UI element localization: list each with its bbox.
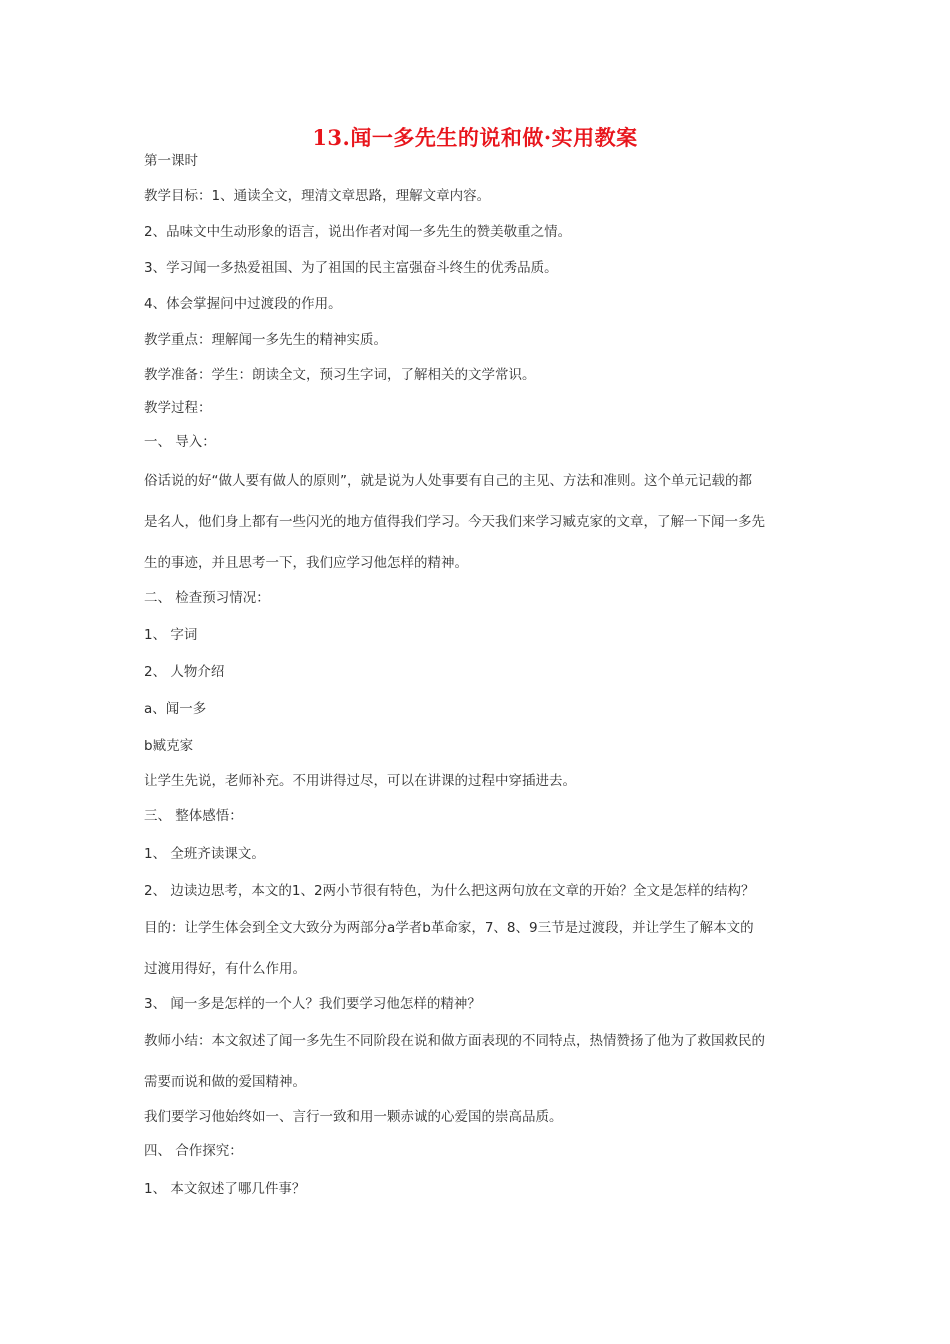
text-line-intro-2: 是名人，他们身上都有一些闪光的地方值得我们学习。今天我们来学习臧克家的文章，了解一下闻一多先 [144,514,765,530]
text-line-question: 3、 闻一多是怎样的一个人？我们要学习他怎样的精神？ [144,996,481,1012]
text-line-events: 1、 本文叙述了哪几件事？ [144,1181,306,1197]
text-line-section-4: 四、 合作探究： [144,1143,243,1159]
text-line-purpose-2: 过渡用得好，有什么作用。 [144,961,306,977]
text-line-person-b: b臧克家 [144,738,194,754]
text-line-intro-3: 生的事迹，并且思考一下，我们应学习他怎样的精神。 [144,555,468,571]
text-line-summary-2: 需要而说和做的爱国精神。 [144,1074,306,1090]
text-line-objective-1: 教学目标：1、通读全文，理清文章思路，理解文章内容。 [144,188,491,204]
text-line-section-1: 一、 导入： [144,434,216,450]
document-title: 13.闻一多先生的说和做·实用教案 [312,125,638,150]
text-line-section-3: 三、 整体感悟： [144,808,243,824]
text-line-student-talk: 让学生先说，老师补充。不用讲得过尽，可以在讲课的过程中穿插进去。 [144,773,576,789]
text-line-process: 教学过程： [144,400,212,416]
text-line-objective-4: 4、体会掌握问中过渡段的作用。 [144,296,342,312]
text-line-read-aloud: 1、 全班齐读课文。 [144,846,265,862]
text-line-summary-3: 我们要学习他始终如一、言行一致和用一颗赤诚的心爱国的崇高品质。 [144,1109,563,1125]
text-line-person-a: a、闻一多 [144,701,207,717]
text-line-objective-3: 3、学习闻一多热爱祖国、为了祖国的民主富强奋斗终生的优秀品质。 [144,260,558,276]
text-line-purpose-1: 目的：让学生体会到全文大致分为两部分a学者b革命家，7、8、9三节是过渡段，并让学生了解本文的 [144,920,754,936]
text-line-lesson: 第一课时 [144,153,198,169]
text-line-objective-2: 2、品味文中生动形象的语言，说出作者对闻一多先生的赞美敬重之情。 [144,224,572,240]
text-line-think: 2、 边读边思考，本文的1、2两小节很有特色，为什么把这两句放在文章的开始？全文是怎样的结构？ [144,883,755,899]
text-line-preparation: 教学准备：学生：朗读全文，预习生字词，了解相关的文学常识。 [144,367,536,383]
text-line-people: 2、 人物介绍 [144,664,225,680]
text-line-intro-1: 俗话说的好“做人要有做人的原则”，就是说为人处事要有自己的主见、方法和准则。这个单元记载的都 [144,473,752,489]
text-line-words: 1、 字词 [144,627,198,643]
text-line-section-2: 二、 检查预习情况： [144,590,270,606]
text-line-key-point: 教学重点：理解闻一多先生的精神实质。 [144,332,387,348]
text-line-summary-1: 教师小结：本文叙述了闻一多先生不同阶段在说和做方面表现的不同特点，热情赞扬了他为了救国救民的 [144,1033,765,1049]
